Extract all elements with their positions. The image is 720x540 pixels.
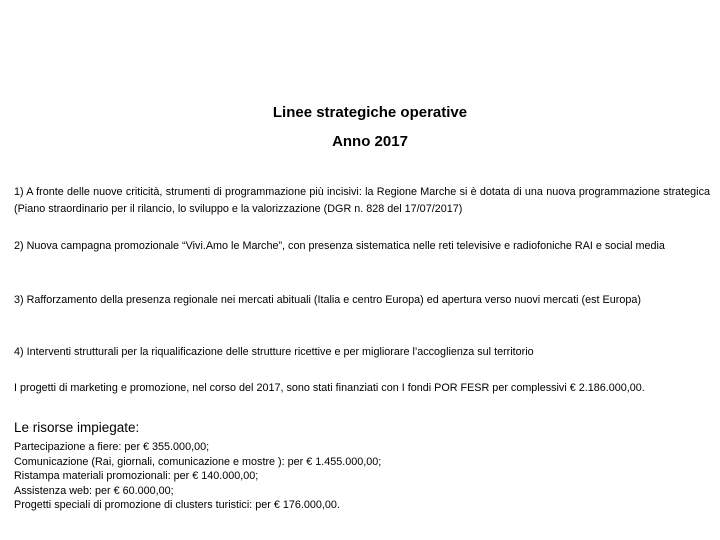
page-title: Linee strategiche operative xyxy=(272,104,468,121)
strategy-paragraph-3: 3) Rafforzamento della presenza regionale nei mercati abituali (Italia e centro Europa) ed apertura verso nuovi mercati (est Europa) xyxy=(14,294,641,306)
strategy-paragraph-4: 4) Interventi strutturali per la riqualificazione delle strutture ricettive e per migliorare l’accoglienza sul territorio xyxy=(14,346,534,358)
strategy-paragraph-1: 1) A fronte delle nuove criticità, strumenti di programmazione più incisivi: la Regione Marche si è dotata di una nuova programmazione strategica (Piano straordinario per il rilancio, lo sviluppo e la valorizzazione (DGR n. 828 del 17/07/2017) xyxy=(14,186,710,215)
funding-paragraph: I progetti di marketing e promozione, nel corso del 2017, sono stati finanziati con I fondi POR FESR per complessivi € 2.186.000,00. xyxy=(14,382,645,394)
resource-item: Ristampa materiali promozionali: per € 140.000,00; xyxy=(14,470,259,482)
resource-item: Progetti speciali di promozione di clusters turistici: per € 176.000,00. xyxy=(14,499,340,511)
resources-heading: Le risorse impiegate: xyxy=(14,420,140,435)
resources-list xyxy=(14,440,381,513)
page-subtitle: Anno 2017 xyxy=(332,133,408,150)
resource-item: Assistenza web: per € 60.000,00; xyxy=(14,484,174,497)
resource-item: Partecipazione a fiere: per € 355.000,00; xyxy=(14,441,210,453)
strategy-paragraph-2: 2) Nuova campagna promozionale “Vivi.Amo le Marche”, con presenza sistematica nelle reti televisive e radiofoniche RAI e social media xyxy=(14,240,665,252)
resource-item: Comunicazione (Rai, giornali, comunicazione e mostre ): per € 1.455.000,00; xyxy=(14,455,382,468)
